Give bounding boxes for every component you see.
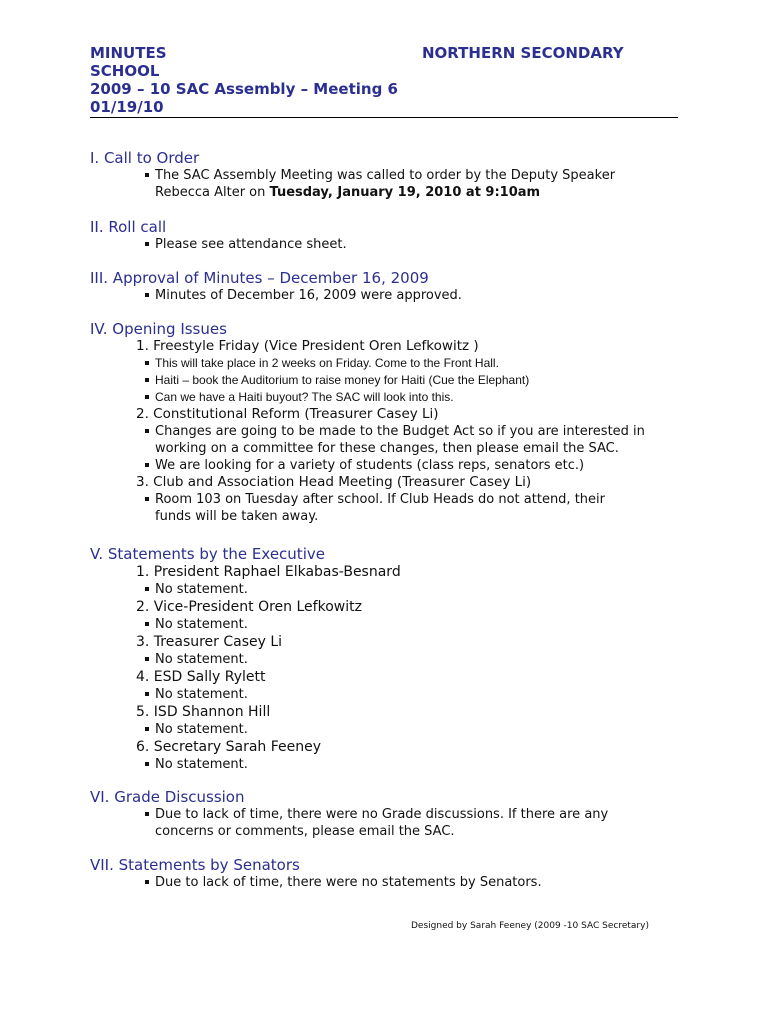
list-item [90, 236, 690, 253]
bullet-text: funds will be taken away. [155, 509, 319, 524]
bullet-text: This will take place in 2 weeks on Friday. Come to the Front Hall. [155, 356, 499, 370]
header-row [90, 44, 678, 62]
bullet-text: No statement. [155, 652, 248, 667]
bullet-icon [145, 463, 149, 467]
section-statements-by-senators [90, 856, 690, 891]
bullet-icon [145, 497, 149, 501]
bullet-text: Haiti – book the Auditorium to raise money for Haiti (Cue the Elephant) [155, 373, 530, 387]
bullet-icon [145, 657, 149, 661]
list-item-numbered: 6. Secretary Sarah Feeney [136, 739, 322, 755]
school-name-left: SCHOOL [90, 62, 160, 80]
section-grade-discussion [90, 788, 690, 840]
bullet-text: We are looking for a variety of students (class reps, senators etc.) [155, 458, 585, 473]
list-item [90, 721, 690, 738]
list-item [90, 686, 690, 703]
bullet-icon [145, 242, 149, 246]
list-item [90, 372, 690, 389]
bullet-text: No statement. [155, 687, 248, 702]
list-item [90, 423, 690, 457]
list-item-numbered: 1. President Raphael Elkabas-Besnard [136, 564, 401, 580]
bullet-text: No statement. [155, 757, 248, 772]
school-name-right: NORTHERN SECONDARY [422, 44, 624, 62]
list-item [90, 389, 690, 406]
bullet-icon [145, 395, 149, 399]
meeting-date: 01/19/10 [90, 98, 164, 116]
section-roll-call [90, 218, 690, 253]
bullet-icon [145, 587, 149, 591]
list-item [90, 806, 690, 840]
list-item [90, 167, 690, 201]
list-item [90, 651, 690, 668]
bullet-text: concerns or comments, please email the SAC. [155, 824, 455, 839]
bullet-text: No statement. [155, 617, 248, 632]
bullet-icon [145, 727, 149, 731]
bullet-icon [145, 622, 149, 626]
bullet-icon [145, 880, 149, 884]
list-item-numbered: 4. ESD Sally Rylett [136, 669, 266, 685]
minutes-label: MINUTES [90, 44, 167, 62]
bullet-icon [145, 692, 149, 696]
bullet-text: No statement. [155, 582, 248, 597]
bullet-icon [145, 812, 149, 816]
section-title: VI. Grade Discussion [90, 788, 245, 806]
list-item-numbered: 5. ISD Shannon Hill [136, 704, 271, 720]
list-item-numbered: 1. Freestyle Friday (Vice President Oren Lefkowitz ) [136, 338, 479, 354]
bullet-text: Due to lack of time, there were no statements by Senators. [155, 875, 542, 890]
list-item [90, 287, 690, 304]
document-header [90, 44, 678, 116]
list-item-numbered: 2. Constitutional Reform (Treasurer Casey Li) [136, 406, 439, 422]
bullet-icon [145, 173, 149, 177]
list-item [90, 457, 690, 474]
section-title: VII. Statements by Senators [90, 856, 300, 874]
bullet-text: working on a committee for these changes, then please email the SAC. [155, 441, 619, 456]
bullet-text: Can we have a Haiti buyout? The SAC will look into this. [155, 390, 454, 404]
bullet-text: No statement. [155, 722, 248, 737]
section-title: V. Statements by the Executive [90, 545, 325, 563]
list-item [90, 491, 690, 525]
bullet-icon [145, 361, 149, 365]
list-item [90, 756, 690, 773]
list-item-numbered: 2. Vice-President Oren Lefkowitz [136, 599, 362, 615]
section-statements-by-executive [90, 545, 690, 773]
list-item-numbered: 3. Treasurer Casey Li [136, 634, 283, 650]
section-title: III. Approval of Minutes – December 16, 2009 [90, 269, 429, 287]
section-title: II. Roll call [90, 218, 167, 236]
bullet-icon [145, 293, 149, 297]
section-call-to-order [90, 149, 690, 201]
footer-credit: Designed by Sarah Feeney (2009 -10 SAC Secretary) [411, 921, 649, 931]
list-item [90, 581, 690, 598]
section-title: I. Call to Order [90, 149, 200, 167]
bullet-text: Changes are going to be made to the Budget Act so if you are interested in [155, 424, 645, 439]
list-item [90, 874, 690, 891]
bullet-text: Room 103 on Tuesday after school. If Club Heads do not attend, their [155, 492, 605, 507]
bullet-text: Please see attendance sheet. [155, 237, 347, 252]
meeting-title: 2009 – 10 SAC Assembly – Meeting 6 [90, 80, 398, 98]
list-item-numbered: 3. Club and Association Head Meeting (Treasurer Casey Li) [136, 474, 532, 490]
bullet-text: Minutes of December 16, 2009 were approved. [155, 288, 462, 303]
meeting-datetime: Tuesday, January 19, 2010 at 9:10am [269, 185, 541, 200]
header-divider [90, 117, 678, 118]
section-title: IV. Opening Issues [90, 320, 227, 338]
bullet-text: Rebecca Alter on [155, 185, 270, 200]
bullet-icon [145, 378, 149, 382]
section-opening-issues [90, 320, 690, 525]
bullet-text: Due to lack of time, there were no Grade discussions. If there are any [155, 807, 609, 822]
bullet-text: The SAC Assembly Meeting was called to order by the Deputy Speaker [155, 168, 616, 183]
list-item [90, 616, 690, 633]
section-approval-of-minutes [90, 269, 690, 304]
list-item [90, 355, 690, 372]
bullet-icon [145, 762, 149, 766]
bullet-icon [145, 429, 149, 433]
